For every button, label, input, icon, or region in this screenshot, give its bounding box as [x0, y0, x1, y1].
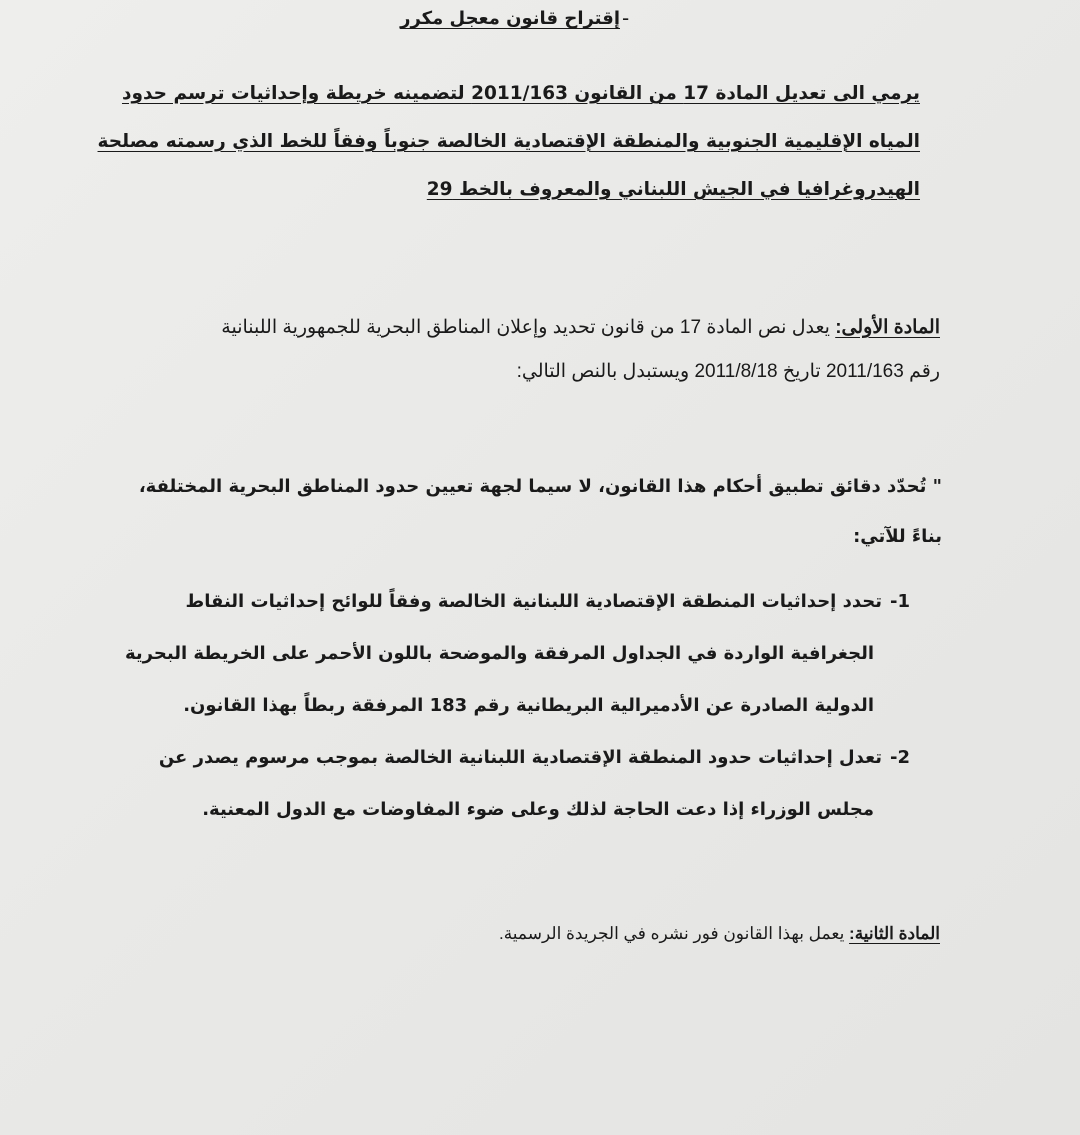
article-1	[130, 306, 940, 394]
article-1-line-1	[130, 306, 940, 350]
item-text: تحدد إحداثيات المنطقة الإقتصادية اللبنانية الخالصة وفقاً للوائح إحداثيات النقاط	[185, 591, 882, 612]
quote-line: بناءً للآتي:	[853, 526, 942, 547]
article-2-text: يعمل بهذا القانون فور نشره في الجريدة الرسمية.	[498, 924, 850, 943]
subject-line: الهيدروغرافيا في الجيش اللبناني والمعروف بالخط 29	[426, 179, 920, 200]
item-1-line	[135, 576, 910, 628]
title-dash: -	[622, 6, 630, 30]
item-1-line: الدولية الصادرة عن الأدميرالية البريطانية رقم 183 المرفقة ربطاً بهذا القانون.	[183, 695, 874, 716]
article-1-line-2: رقم 2011/163 تاريخ 2011/8/18 ويستبدل بالنص التالي:	[516, 361, 940, 382]
subject-line: المياه الإقليمية الجنوبية والمنطقة الإقتصادية الخالصة جنوباً وفقاً للخط الذي رسمته مصلحة	[97, 131, 920, 152]
article-2	[300, 924, 940, 944]
item-2-line	[135, 732, 910, 784]
amended-text-intro	[132, 462, 942, 562]
item-number: 1-	[889, 591, 910, 612]
article-1-label: المادة الأولى:	[835, 317, 940, 338]
article-1-text: يعدل نص المادة 17 من قانون تحديد وإعلان المناطق البحرية للجمهورية اللبنانية	[221, 317, 836, 338]
item-number: 2-	[889, 747, 910, 768]
item-text: تعدل إحداثيات حدود المنطقة الإقتصادية اللبنانية الخالصة بموجب مرسوم يصدر عن	[158, 747, 882, 768]
quote-line: " تُحدّد دقائق تطبيق أحكام هذا القانون، لا سيما لجهة تعيين حدود المناطق البحرية المختلفة،	[138, 476, 942, 497]
numbered-items	[125, 576, 910, 836]
item-1-line: الجغرافية الواردة في الجداول المرفقة والموضحة باللون الأحمر على الخريطة البحرية	[125, 643, 874, 664]
document-subject	[97, 70, 920, 214]
item-2-line: مجلس الوزراء إذا دعت الحاجة لذلك وعلى ضوء المفاوضات مع الدول المعنية.	[202, 799, 874, 820]
subject-line: يرمي الى تعديل المادة 17 من القانون 2011/163 لتضمينه خريطة وإحداثيات ترسم حدود	[121, 83, 920, 104]
document-title: إقتراح قانون معجل مكرر	[400, 8, 620, 29]
article-2-label: المادة الثانية:	[849, 924, 940, 943]
